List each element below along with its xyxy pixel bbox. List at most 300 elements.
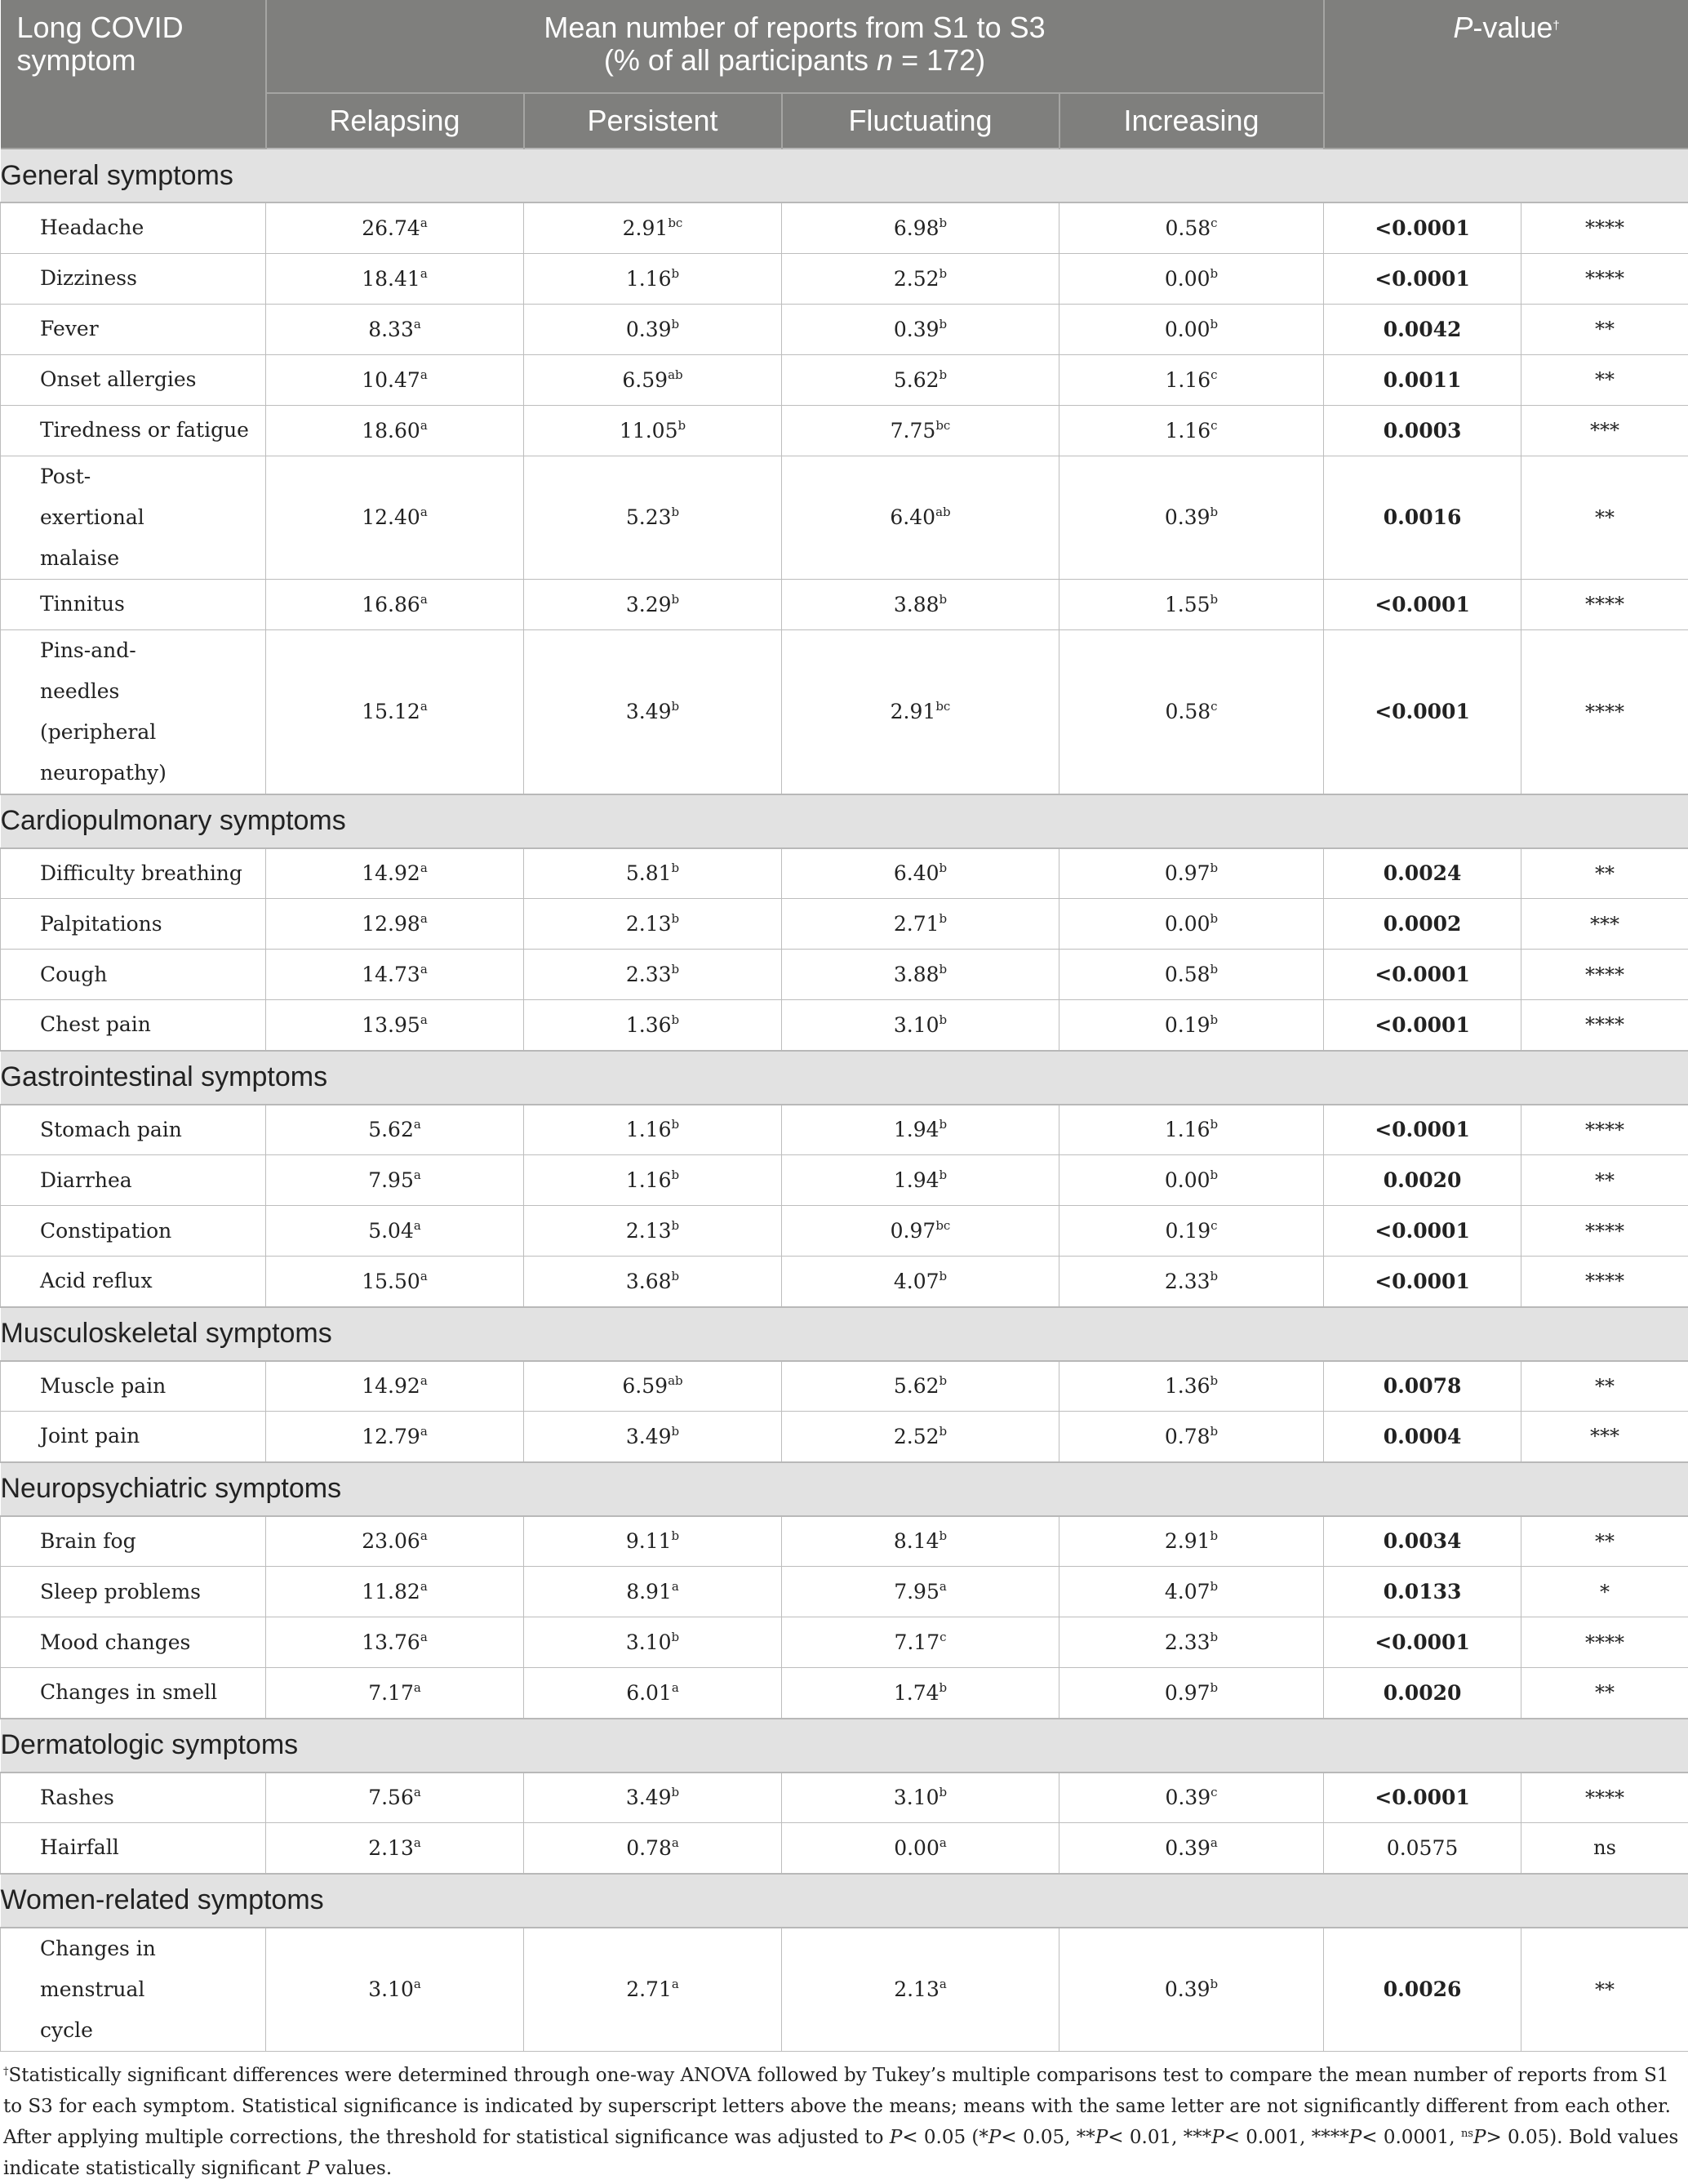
- table-row: [1, 1668, 1688, 1719]
- mean-value: 2.91: [1165, 1529, 1210, 1553]
- significance-letter: b: [940, 367, 948, 382]
- mean-value: 6.59: [622, 1374, 668, 1398]
- mean-value-cell: [266, 1773, 524, 1823]
- table-row: [1, 1516, 1688, 1567]
- significance-letter: b: [1210, 1269, 1219, 1283]
- mean-value-cell: [524, 950, 782, 1000]
- mean-value: 15.12: [362, 700, 420, 723]
- table-row: [1, 579, 1688, 629]
- col-persistent: Persistent: [524, 93, 782, 149]
- significance-letter: b: [1210, 1168, 1219, 1182]
- significance-letter: a: [1210, 1835, 1218, 1850]
- mean-value: 5.62: [368, 1118, 414, 1141]
- mean-value: 3.88: [894, 593, 940, 616]
- mean-value-cell: [782, 253, 1059, 304]
- significance-stars: **: [1521, 1516, 1688, 1567]
- mean-value-cell: [1059, 354, 1324, 405]
- mean-value: 2.71: [626, 1977, 672, 2001]
- mean-value-cell: [1059, 304, 1324, 354]
- significance-letter: b: [672, 1528, 680, 1543]
- significance-stars: ****: [1521, 1773, 1688, 1823]
- mean-value: 1.36: [626, 1013, 672, 1037]
- significance-letter: b: [940, 1680, 948, 1695]
- significance-letter: bc: [935, 418, 950, 433]
- symptom-name: Constipation: [1, 1206, 266, 1257]
- significance-letter: a: [420, 1528, 428, 1543]
- mean-value-cell: [782, 1773, 1059, 1823]
- mean-value-cell: [1059, 1617, 1324, 1668]
- significance-letter: a: [414, 1218, 421, 1233]
- section-title: Neuropsychiatric symptoms: [1, 1462, 1688, 1516]
- mean-value-cell: [782, 1668, 1059, 1719]
- significance-letter: a: [420, 592, 428, 607]
- p-value: <0.0001: [1324, 202, 1521, 253]
- mean-value-cell: [1059, 1155, 1324, 1206]
- mean-value-cell: [524, 1206, 782, 1257]
- mean-value-cell: [524, 354, 782, 405]
- mean-value-cell: [266, 202, 524, 253]
- mean-value: 6.01: [626, 1681, 672, 1705]
- significance-letter: a: [414, 1680, 421, 1695]
- p-value: 0.0016: [1324, 456, 1521, 579]
- table-row: [1, 1361, 1688, 1412]
- significance-letter: a: [420, 216, 428, 230]
- symptom-name: Muscle pain: [1, 1361, 266, 1412]
- table-row: [1, 253, 1688, 304]
- significance-letter: ab: [668, 367, 683, 382]
- p-value: 0.0020: [1324, 1668, 1521, 1719]
- mean-value: 0.78: [626, 1836, 672, 1860]
- mean-value-cell: [524, 1567, 782, 1617]
- significance-letter: b: [1210, 962, 1219, 976]
- significance-stars: *: [1521, 1567, 1688, 1617]
- mean-value: 11.82: [362, 1580, 420, 1604]
- significance-letter: ab: [668, 1373, 683, 1388]
- section-title: Women-related symptoms: [1, 1874, 1688, 1928]
- p-value: <0.0001: [1324, 1257, 1521, 1307]
- mean-value: 1.16: [626, 1168, 672, 1192]
- col-increasing: Increasing: [1059, 93, 1324, 149]
- significance-stars: ****: [1521, 202, 1688, 253]
- mean-value: 3.10: [368, 1977, 414, 2001]
- mean-value: 12.98: [362, 912, 420, 936]
- mean-value-cell: [524, 1773, 782, 1823]
- symptom-name: Cough: [1, 950, 266, 1000]
- significance-letter: bc: [935, 1218, 950, 1233]
- mean-value-cell: [782, 304, 1059, 354]
- mean-value: 5.62: [894, 1374, 940, 1398]
- significance-letter: b: [1210, 592, 1219, 607]
- significance-letter: a: [414, 1117, 421, 1132]
- mean-value-cell: [1059, 1361, 1324, 1412]
- significance-letter: b: [672, 1012, 680, 1027]
- mean-value-cell: [1059, 253, 1324, 304]
- table-row: [1, 1773, 1688, 1823]
- table-row: [1, 456, 1688, 579]
- significance-letter: b: [672, 1424, 680, 1439]
- mean-value-cell: [266, 405, 524, 456]
- mean-value: 7.75: [891, 419, 936, 443]
- mean-value-cell: [1059, 950, 1324, 1000]
- table-row: [1, 405, 1688, 456]
- section-title: Cardiopulmonary symptoms: [1, 794, 1688, 848]
- mean-value: 1.16: [626, 1118, 672, 1141]
- significance-letter: b: [1210, 1117, 1219, 1132]
- mean-value-cell: [266, 253, 524, 304]
- mean-value-cell: [782, 950, 1059, 1000]
- mean-value-cell: [266, 304, 524, 354]
- mean-value-cell: [782, 1516, 1059, 1567]
- mean-value-cell: [1059, 579, 1324, 629]
- mean-value: 4.07: [1165, 1580, 1210, 1604]
- header-group: Mean number of reports from S1 to S3 (% of all participants n = 172): [266, 0, 1324, 93]
- mean-value-cell: [524, 1668, 782, 1719]
- mean-value-cell: [782, 579, 1059, 629]
- p-value: 0.0575: [1324, 1823, 1521, 1874]
- significance-stars: **: [1521, 1155, 1688, 1206]
- significance-letter: b: [940, 1424, 948, 1439]
- significance-letter: b: [1210, 317, 1219, 331]
- mean-value-cell: [524, 1412, 782, 1462]
- section-title: Dermatologic symptoms: [1, 1719, 1688, 1773]
- mean-value: 18.60: [362, 419, 420, 443]
- mean-value: 2.91: [891, 700, 936, 723]
- symptom-name: Tinnitus: [1, 579, 266, 629]
- significance-letter: b: [672, 1269, 680, 1283]
- significance-letter: b: [940, 317, 948, 331]
- symptom-name: Stomach pain: [1, 1105, 266, 1155]
- mean-value-cell: [524, 899, 782, 950]
- significance-letter: a: [940, 1835, 947, 1850]
- mean-value: 1.16: [1165, 1118, 1210, 1141]
- mean-value: 11.05: [620, 419, 678, 443]
- p-value: 0.0078: [1324, 1361, 1521, 1412]
- mean-value-cell: [266, 1257, 524, 1307]
- significance-letter: b: [1210, 911, 1219, 926]
- mean-value: 16.86: [362, 593, 420, 616]
- mean-value: 0.58: [1165, 700, 1210, 723]
- mean-value: 2.33: [626, 963, 672, 986]
- significance-letter: b: [672, 1630, 680, 1644]
- mean-value-cell: [524, 202, 782, 253]
- mean-value: 12.79: [362, 1425, 420, 1448]
- significance-letter: b: [1210, 1977, 1219, 1991]
- mean-value: 0.00: [1165, 1168, 1210, 1192]
- mean-value-cell: [782, 1617, 1059, 1668]
- mean-value: 0.97: [1165, 861, 1210, 885]
- table-row: [1, 354, 1688, 405]
- mean-value-cell: [1059, 202, 1324, 253]
- table-row: [1, 1928, 1688, 2052]
- mean-value: 6.40: [890, 505, 935, 529]
- mean-value: 2.91: [623, 216, 669, 240]
- table-row: [1, 1617, 1688, 1668]
- significance-letter: b: [677, 418, 686, 433]
- significance-letter: b: [940, 1528, 948, 1543]
- significance-stars: **: [1521, 456, 1688, 579]
- significance-stars: ****: [1521, 579, 1688, 629]
- table-row: [1, 1412, 1688, 1462]
- mean-value: 3.49: [626, 1786, 672, 1809]
- significance-letter: a: [420, 1630, 428, 1644]
- mean-value-cell: [1059, 1928, 1324, 2052]
- significance-letter: a: [414, 1835, 421, 1850]
- p-value: <0.0001: [1324, 1617, 1521, 1668]
- p-value: 0.0020: [1324, 1155, 1521, 1206]
- symptom-name: Difficulty breathing: [1, 848, 266, 899]
- significance-letter: a: [414, 317, 421, 331]
- mean-value: 0.00: [894, 1836, 940, 1860]
- mean-value-cell: [524, 456, 782, 579]
- mean-value: 4.07: [894, 1270, 940, 1293]
- mean-value-cell: [524, 1361, 782, 1412]
- mean-value-cell: [524, 1155, 782, 1206]
- symptom-name: Dizziness: [1, 253, 266, 304]
- mean-value: 7.56: [368, 1786, 414, 1809]
- significance-letter: a: [420, 962, 428, 976]
- mean-value-cell: [266, 629, 524, 794]
- mean-value: 8.14: [894, 1529, 940, 1553]
- header-pvalue: P-value†: [1324, 0, 1688, 149]
- mean-value-cell: [266, 579, 524, 629]
- mean-value: 2.13: [368, 1836, 414, 1860]
- table-row: [1, 899, 1688, 950]
- mean-value: 1.74: [894, 1681, 940, 1705]
- mean-value: 0.58: [1165, 963, 1210, 986]
- p-value: <0.0001: [1324, 1000, 1521, 1051]
- p-value: 0.0026: [1324, 1928, 1521, 2052]
- table-row: [1, 1257, 1688, 1307]
- significance-stars: ****: [1521, 950, 1688, 1000]
- mean-value-cell: [782, 899, 1059, 950]
- mean-value-cell: [266, 456, 524, 579]
- mean-value-cell: [524, 1823, 782, 1874]
- mean-value-cell: [1059, 1823, 1324, 1874]
- mean-value-cell: [1059, 456, 1324, 579]
- mean-value-cell: [524, 629, 782, 794]
- mean-value-cell: [782, 848, 1059, 899]
- symptom-name: Post-exertional malaise: [1, 456, 266, 579]
- mean-value: 14.92: [362, 1374, 420, 1398]
- significance-stars: ***: [1521, 1412, 1688, 1462]
- significance-letter: b: [940, 1373, 948, 1388]
- mean-value-cell: [524, 1516, 782, 1567]
- significance-letter: a: [414, 1168, 421, 1182]
- significance-letter: c: [940, 1630, 946, 1644]
- mean-value: 5.23: [626, 505, 672, 529]
- symptom-name: Tiredness or fatigue: [1, 405, 266, 456]
- mean-value-cell: [1059, 1257, 1324, 1307]
- mean-value-cell: [782, 1567, 1059, 1617]
- mean-value: 1.55: [1165, 593, 1210, 616]
- mean-value: 2.13: [626, 1219, 672, 1243]
- mean-value-cell: [266, 1567, 524, 1617]
- mean-value: 3.49: [626, 700, 672, 723]
- symptom-name: Diarrhea: [1, 1155, 266, 1206]
- mean-value: 0.39: [1165, 1786, 1210, 1809]
- significance-letter: c: [1210, 699, 1217, 714]
- significance-stars: ****: [1521, 1257, 1688, 1307]
- symptom-name: Joint pain: [1, 1412, 266, 1462]
- significance-letter: b: [940, 1168, 948, 1182]
- significance-stars: ***: [1521, 899, 1688, 950]
- mean-value-cell: [1059, 629, 1324, 794]
- mean-value-cell: [266, 950, 524, 1000]
- mean-value: 0.39: [1165, 505, 1210, 529]
- mean-value: 0.00: [1165, 318, 1210, 341]
- mean-value: 3.68: [626, 1270, 672, 1293]
- section-header: [1, 1462, 1688, 1516]
- header-symptom: Long COVID symptom: [1, 0, 266, 149]
- mean-value: 0.00: [1165, 267, 1210, 291]
- mean-value-cell: [1059, 1000, 1324, 1051]
- significance-letter: a: [420, 266, 428, 281]
- mean-value: 1.94: [894, 1168, 940, 1192]
- significance-letter: bc: [668, 216, 682, 230]
- mean-value: 3.29: [626, 593, 672, 616]
- significance-stars: **: [1521, 354, 1688, 405]
- mean-value: 10.47: [362, 368, 420, 392]
- mean-value-cell: [266, 1412, 524, 1462]
- col-relapsing: Relapsing: [266, 93, 524, 149]
- symptom-name: Brain fog: [1, 1516, 266, 1567]
- significance-letter: b: [940, 216, 948, 230]
- section-title: Musculoskeletal symptoms: [1, 1307, 1688, 1361]
- table-row: [1, 1567, 1688, 1617]
- mean-value-cell: [266, 848, 524, 899]
- significance-stars: **: [1521, 304, 1688, 354]
- mean-value: 0.97: [891, 1219, 936, 1243]
- mean-value: 0.39: [626, 318, 672, 341]
- symptom-name: Changes in smell: [1, 1668, 266, 1719]
- mean-value: 5.81: [626, 861, 672, 885]
- mean-value-cell: [524, 253, 782, 304]
- mean-value: 2.71: [894, 912, 940, 936]
- mean-value: 1.94: [894, 1118, 940, 1141]
- mean-value-cell: [1059, 848, 1324, 899]
- mean-value: 8.33: [368, 318, 414, 341]
- mean-value-cell: [782, 405, 1059, 456]
- mean-value-cell: [1059, 1773, 1324, 1823]
- mean-value-cell: [266, 354, 524, 405]
- significance-letter: a: [420, 1012, 428, 1027]
- significance-letter: b: [672, 505, 680, 519]
- mean-value: 14.73: [362, 963, 420, 986]
- table-row: [1, 1206, 1688, 1257]
- mean-value: 7.17: [894, 1630, 940, 1654]
- mean-value: 1.16: [626, 267, 672, 291]
- significance-stars: ****: [1521, 1105, 1688, 1155]
- mean-value-cell: [1059, 899, 1324, 950]
- mean-value-cell: [524, 304, 782, 354]
- mean-value: 3.88: [894, 963, 940, 986]
- symptom-name: Pins-and-needles (peripheral neuropathy): [1, 629, 266, 794]
- mean-value: 7.95: [368, 1168, 414, 1192]
- mean-value-cell: [1059, 1668, 1324, 1719]
- mean-value: 5.04: [368, 1219, 414, 1243]
- mean-value: 2.33: [1165, 1270, 1210, 1293]
- significance-letter: bc: [935, 699, 950, 714]
- significance-letter: b: [1210, 1680, 1219, 1695]
- mean-value: 2.52: [894, 1425, 940, 1448]
- significance-letter: b: [1210, 1373, 1219, 1388]
- p-value: <0.0001: [1324, 1206, 1521, 1257]
- significance-letter: b: [940, 592, 948, 607]
- mean-value: 3.10: [894, 1013, 940, 1037]
- section-title: Gastrointestinal symptoms: [1, 1051, 1688, 1105]
- significance-stars: ****: [1521, 1206, 1688, 1257]
- mean-value: 0.39: [894, 318, 940, 341]
- significance-letter: a: [940, 1977, 947, 1991]
- significance-letter: a: [420, 911, 428, 926]
- mean-value-cell: [266, 1105, 524, 1155]
- mean-value-cell: [782, 1000, 1059, 1051]
- significance-stars: ns: [1521, 1823, 1688, 1874]
- mean-value-cell: [782, 1412, 1059, 1462]
- significance-letter: ab: [935, 505, 951, 519]
- symptom-name: Headache: [1, 202, 266, 253]
- table-row: [1, 950, 1688, 1000]
- mean-value-cell: [782, 1361, 1059, 1412]
- mean-value: 0.78: [1165, 1425, 1210, 1448]
- mean-value-cell: [782, 1257, 1059, 1307]
- significance-letter: b: [1210, 505, 1219, 519]
- significance-letter: a: [414, 1977, 421, 1991]
- significance-letter: b: [1210, 861, 1219, 875]
- section-header: [1, 1051, 1688, 1105]
- mean-value: 15.50: [362, 1270, 420, 1293]
- mean-value: 1.36: [1165, 1374, 1210, 1398]
- section-header: [1, 1719, 1688, 1773]
- mean-value: 3.49: [626, 1425, 672, 1448]
- significance-letter: b: [672, 1218, 680, 1233]
- mean-value: 0.19: [1165, 1219, 1210, 1243]
- mean-value: 7.95: [894, 1580, 940, 1604]
- mean-value-cell: [266, 1823, 524, 1874]
- mean-value-cell: [524, 405, 782, 456]
- mean-value-cell: [782, 1105, 1059, 1155]
- significance-letter: a: [420, 505, 428, 519]
- mean-value: 0.39: [1165, 1977, 1210, 2001]
- significance-letter: a: [672, 1835, 679, 1850]
- mean-value-cell: [782, 1155, 1059, 1206]
- mean-value: 1.16: [1165, 368, 1210, 392]
- mean-value-cell: [524, 1105, 782, 1155]
- significance-letter: b: [940, 266, 948, 281]
- significance-letter: b: [1210, 1012, 1219, 1027]
- significance-letter: b: [672, 1168, 680, 1182]
- mean-value-cell: [524, 1000, 782, 1051]
- significance-stars: ****: [1521, 1000, 1688, 1051]
- significance-stars: ****: [1521, 1617, 1688, 1668]
- mean-value-cell: [266, 1668, 524, 1719]
- significance-letter: a: [672, 1680, 679, 1695]
- mean-value-cell: [782, 1823, 1059, 1874]
- mean-value-cell: [782, 354, 1059, 405]
- symptom-name: Changes in menstrual cycle: [1, 1928, 266, 2052]
- significance-letter: a: [672, 1977, 679, 1991]
- table-row: [1, 848, 1688, 899]
- significance-letter: b: [940, 1269, 948, 1283]
- mean-value-cell: [524, 1257, 782, 1307]
- symptom-name: Sleep problems: [1, 1567, 266, 1617]
- significance-letter: b: [1210, 1424, 1219, 1439]
- significance-letter: b: [1210, 1528, 1219, 1543]
- mean-value-cell: [266, 1617, 524, 1668]
- significance-stars: ***: [1521, 405, 1688, 456]
- mean-value: 2.13: [626, 912, 672, 936]
- significance-letter: a: [420, 1424, 428, 1439]
